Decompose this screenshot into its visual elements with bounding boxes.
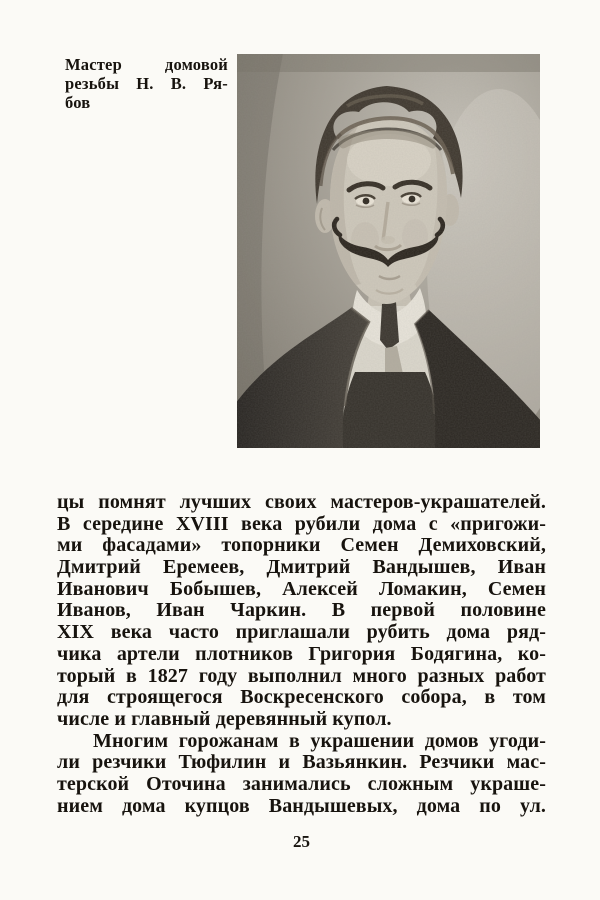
photo-caption [65,55,228,112]
body-text [57,492,546,817]
text-line: Дмитрий Еремеев, Дмитрий Вандышев, Иван [57,556,546,579]
text-line: Многим горожанам в украшении домов угоди- [93,729,546,752]
page-number: 25 [293,832,310,851]
text-line: нием дома купцов Вандышевых, дома по ул. [57,794,546,817]
text-line: терской Оточина занимались сложным украше- [57,772,546,795]
text-line: торый в 1827 году выполнил много разных работ [57,664,546,687]
portrait-photo [237,54,540,448]
portrait-illustration [237,54,540,448]
text-line: ли резчики Тюфилин и Вазьянкин. Резчики мас- [57,751,546,774]
caption-line: бов [65,93,91,112]
text-line: В середине XVIII века рубили дома с «пригожи- [57,512,546,535]
text-line: ми фасадами» топорники Семен Демиховский, [57,534,546,557]
text-line: чика артели плотников Григория Бодягина, ко- [57,642,546,665]
caption-line: резьбы Н. В. Ря- [65,74,228,93]
text-line: числе и главный деревянный купол. [57,707,392,730]
text-line: XIX века часто приглашали рубить дома ряд- [57,621,546,644]
caption-line: Мастер домовой [65,55,228,74]
text-line: цы помнят лучших своих мастеров-украшателей. [57,491,546,513]
text-line: Иванов, Иван Чаркин. В первой половине [57,599,546,622]
text-line: Иванович Бобышев, Алексей Ломакин, Семен [57,577,546,600]
text-line: для строящегося Воскресенского собора, в том [57,686,546,709]
